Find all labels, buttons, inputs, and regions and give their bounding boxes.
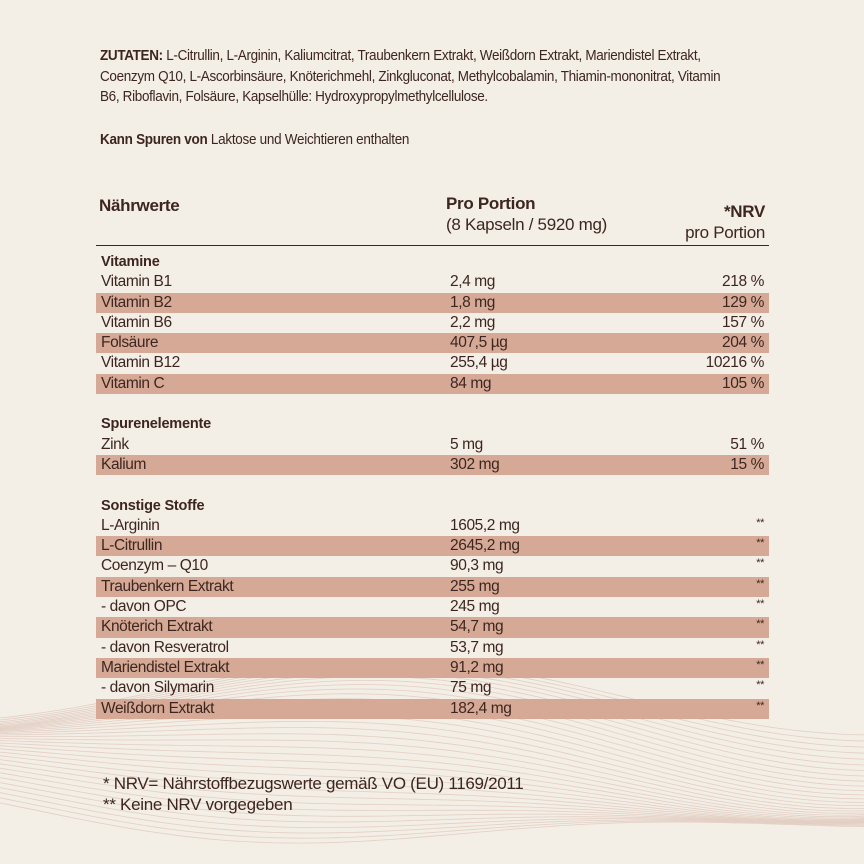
nutrient-nrv: 157 % [722,313,764,331]
header-portion-title: Pro Portion [446,194,536,213]
nutrient-amount: 75 mg [450,679,492,697]
nutrient-amount: 5 mg [450,435,483,453]
nutrient-amount: 53,7 mg [450,638,504,656]
nutrient-nrv: ** [756,516,764,529]
nutrient-amount: 407,5 µg [450,334,508,352]
nutrient-row [96,293,769,313]
traces-note-text: Laktose und Weichtieren enthalten [207,132,410,148]
nutrient-amount: 2645,2 mg [450,537,520,555]
nutrient-amount: 255,4 µg [450,354,508,372]
traces-note [100,130,409,150]
nutrient-row [96,313,769,333]
nutrient-nrv: ** [756,699,764,712]
footnote-no-nrv: ** Keine NRV vorgegeben [103,795,293,814]
nutrient-row [96,435,769,455]
nutrient-name: Vitamin B12 [101,354,180,372]
nutrient-row [96,617,769,637]
nutrient-row [96,699,769,719]
nutrient-name: Vitamin B6 [101,313,172,331]
nutrient-amount: 1605,2 mg [450,516,520,534]
header-portion-sub: (8 Kapseln / 5920 mg) [446,215,607,234]
nutrient-name: Zink [101,435,129,453]
nutrient-row [96,516,769,536]
ingredients-label: ZUTATEN: [100,48,163,64]
nutrient-name: Vitamin B2 [101,293,172,311]
nutrient-name: - davon Resveratrol [101,638,229,656]
nutrient-amount: 302 mg [450,455,500,473]
nutrient-name: Weißdorn Extrakt [101,699,215,717]
nutrient-nrv: 218 % [722,273,764,291]
header-naehrwerte: Nährwerte [99,196,180,215]
footnote-nrv: * NRV= Nährstoffbezugswerte gemäß VO (EU) 1169/2011 [103,774,524,793]
nutrient-nrv: 51 % [730,435,764,453]
nutrient-row [96,638,769,658]
nutrient-nrv: ** [756,658,764,671]
nutrient-amount: 255 mg [450,577,500,595]
nutrient-name: Kalium [101,455,146,473]
nutrient-amount: 245 mg [450,598,500,616]
nutrient-row [96,577,769,597]
nutrient-amount: 91,2 mg [450,658,504,676]
nutrient-nrv: 204 % [722,334,764,352]
section-spacer [96,475,769,495]
nutrient-nrv: ** [756,638,764,651]
nutrient-nrv: ** [756,618,764,631]
section-title: Sonstige Stoffe [101,497,205,514]
ingredients-text [100,46,732,108]
nutrient-nrv: ** [756,577,764,590]
nutrient-name: - davon Silymarin [101,679,214,697]
header-nrv [685,201,765,243]
nutrient-row [96,556,769,576]
traces-note-bold: Kann Spuren von [100,132,208,148]
nutrient-name: L-Arginin [101,516,160,534]
nutrient-name: Traubenkern Extrakt [101,577,234,595]
ingredients-list: L-Citrullin, L-Arginin, Kaliumcitrat, Traubenkern Extrakt, Weißdorn Extrakt, Mariendistel Extrakt, Coenzym Q10, L-Ascorbinsäure, Knöterichmehl, Zinkgluconat, Methylcobalamin, Thiamin-mononitrat, Vitamin B6, Riboflavin, Folsäure, Kapselhülle: Hydroxypropylmethylcellulose. [100,48,721,105]
header-nrv-sub: pro Portion [685,223,765,242]
nutrient-nrv: 10216 % [705,354,764,372]
nutrient-nrv: 105 % [722,374,764,392]
nutrient-row [96,678,769,698]
nutrient-amount: 1,8 mg [450,293,495,311]
nutrient-nrv: ** [756,537,764,550]
header-pro-portion [446,193,607,235]
nutrient-amount: 2,2 mg [450,313,495,331]
nutrient-row [96,353,769,373]
nutrition-table [96,252,769,719]
nutrient-name: L-Citrullin [101,537,163,555]
nutrient-amount: 2,4 mg [450,273,495,291]
nutrient-row [96,536,769,556]
nutrient-amount: 90,3 mg [450,557,504,575]
section-title: Vitamine [101,254,160,270]
nutrient-name: Vitamin C [101,374,165,392]
nutrient-row [96,597,769,617]
nutrient-row [96,333,769,353]
nutrient-amount: 54,7 mg [450,618,504,636]
nutrient-nrv: ** [756,679,764,692]
header-divider [96,245,769,246]
nutrient-amount: 84 mg [450,374,492,392]
nutrient-nrv: ** [756,598,764,611]
nutrient-name: Coenzym – Q10 [101,557,208,575]
nutrient-name: Vitamin B1 [101,273,172,291]
nutrient-amount: 182,4 mg [450,699,512,717]
nutrient-nrv: 15 % [730,455,764,473]
nutrient-row [96,455,769,475]
nutrient-row [96,658,769,678]
nutrient-name: Knöterich Extrakt [101,618,213,636]
section-spacer [96,394,769,414]
header-nrv-title: *NRV [723,202,765,221]
nutrient-nrv: ** [756,557,764,570]
nutrient-name: - davon OPC [101,598,187,616]
section-title: Spurenelemente [101,416,212,433]
nutrient-row [96,374,769,394]
nutrient-name: Folsäure [101,334,159,352]
nutrient-row [96,272,769,292]
nutrient-nrv: 129 % [722,293,764,311]
nutrient-name: Mariendistel Extrakt [101,658,230,676]
